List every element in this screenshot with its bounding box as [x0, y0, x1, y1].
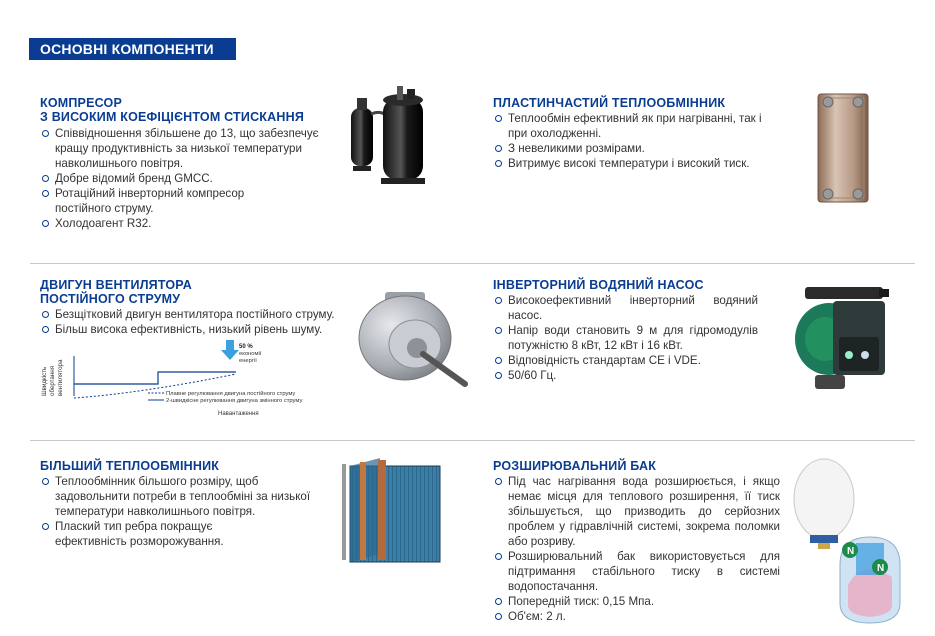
diagram-y-label [41, 359, 64, 396]
list-item: Розширювальний бак використовується для підтримання стабільного тиску в системі водопостачання. [493, 549, 780, 594]
fan-motor-bullets [40, 307, 370, 337]
compressor-title-line1: КОМПРЕСОР [40, 96, 123, 110]
saving-arrow-icon [226, 340, 234, 350]
diagram-y-label-line3: вентилятора [57, 359, 64, 396]
list-item: Об'єм: 2 л. [493, 609, 780, 624]
legend-ac-label: 2-швидкісне регулювання двигуна змінного струму [166, 398, 303, 404]
plate-exchanger-image [810, 88, 875, 208]
list-item: Витримує високі температури і високий тиск. [493, 156, 771, 171]
list-item: Відповідність стандартам CE і VDE. [493, 353, 758, 368]
tank-cutaway-diagram [840, 537, 900, 623]
fan-speed-diagram [38, 338, 348, 422]
list-item: Під час нагрівання вода розширюється, і якщо немає місця для теплового розширення, її тиск збільшується, що призводить до серйозних проблем у гідравлічній системі, зокрема поломки або розриву. [493, 474, 780, 549]
list-item: 50/60 Гц. [493, 368, 758, 383]
expansion-tank-bullets [493, 474, 780, 624]
ac-speed-line [74, 372, 236, 384]
plate-exchanger-bullets [493, 111, 771, 171]
water-pump-bullets [493, 293, 758, 383]
plate-exchanger-title: ПЛАСТИНЧАСТИЙ ТЕПЛООБМІННИК [493, 96, 726, 110]
saving-label-line2: енергії [239, 358, 257, 364]
list-item: З невеликими розмірами. [493, 141, 771, 156]
bigger-exchanger-bullets [40, 474, 330, 549]
list-item: Плаский тип ребра покращує ефективність розморожування. [40, 519, 330, 549]
list-item: Холодоагент R32. [40, 216, 330, 231]
list-item: Теплообмін ефективний як при нагріванні, так і при охолодженні. [493, 111, 771, 141]
compressor-title [40, 96, 304, 124]
compressor-title-line2: З ВИСОКИМ КОЕФІЦІЄНТОМ СТИСКАННЯ [40, 110, 304, 124]
compressor-bullets [40, 126, 330, 231]
divider [30, 440, 915, 441]
section-header: ОСНОВНІ КОМПОНЕНТИ [29, 38, 236, 60]
fan-motor-title [40, 278, 192, 306]
water-pump-title: ІНВЕРТОРНИЙ ВОДЯНИЙ НАСОС [493, 278, 704, 292]
saving-percent: 50 % [239, 344, 253, 350]
list-item: Теплообмінник більшого розміру, щоб задовольнити потреби в теплообміні за низької температури навколишнього повітря. [40, 474, 330, 519]
bigger-exchanger-title: БІЛЬШИЙ ТЕПЛООБМІННИК [40, 459, 220, 473]
list-item: Ротаційний інверторний компресор постійного струму. [40, 186, 330, 216]
expansion-tank-image [792, 455, 904, 625]
tank-badge-2-letter: N [877, 563, 885, 574]
saving-label-line1: економії [239, 351, 262, 357]
fan-motor-title-line2: ПОСТІЙНОГО СТРУМУ [40, 292, 181, 306]
list-item: Співвідношення збільшене до 13, що забезпечує кращу продуктивність за низької температури навколишнього повітря. [40, 126, 330, 171]
list-item: Більш висока ефективність, низький рівень шуму. [40, 322, 370, 337]
compressor-image [345, 80, 435, 195]
list-item: Добре відомий бренд GMCC. [40, 171, 330, 186]
list-item: Попередній тиск: 0,15 Мпа. [493, 594, 780, 609]
list-item: Високоефективний інверторний водяний насос. [493, 293, 758, 323]
saving-arrow-head-icon [221, 350, 239, 360]
diagram-y-label-line2: обертання [49, 365, 56, 396]
fan-motor-title-line1: ДВИГУН ВЕНТИЛЯТОРА [40, 278, 192, 292]
water-pump-image [785, 283, 900, 395]
expansion-tank-title: РОЗШИРЮВАЛЬНИЙ БАК [493, 459, 657, 473]
list-item: Безщітковий двигун вентилятора постійного струму. [40, 307, 370, 322]
bigger-exchanger-image [340, 458, 450, 570]
fan-motor-image [355, 288, 470, 393]
divider [30, 263, 915, 264]
diagram-x-label: Навантаження [218, 411, 259, 417]
diagram-y-label-line1: Швидкість [41, 366, 48, 396]
tank-badge-1-letter: N [847, 546, 855, 557]
legend-dc-label: Плавне регулювання двигуна постійного струму [166, 391, 296, 397]
list-item: Напір води становить 9 м для гідромодулів потужністю 8 кВт, 12 кВт і 16 кВт. [493, 323, 758, 353]
